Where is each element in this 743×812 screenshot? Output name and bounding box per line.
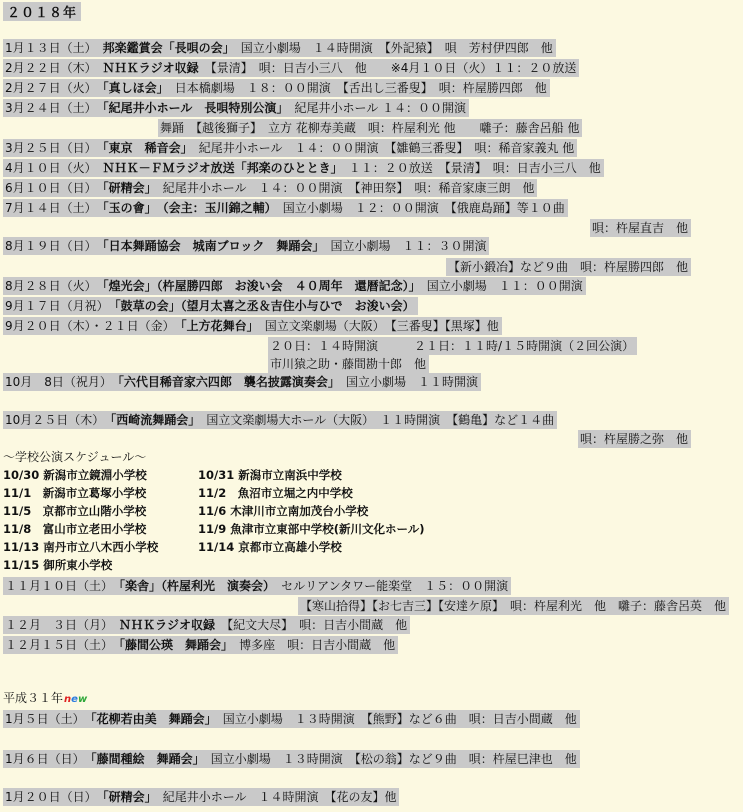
entry-title: 「西崎流舞踊会」 <box>110 413 195 427</box>
entry-date: 8月２８日（火） <box>5 279 91 293</box>
entry-date: 9月２０日（木）・２１日（金） <box>5 319 169 333</box>
entry-date: 1月５日（土） <box>5 712 79 726</box>
entry-detail: 【景清】 唄：日吉小三八 他 ※4月１０日（火）１１：２０放送 <box>210 61 577 75</box>
heisei-heading <box>3 690 87 707</box>
entry-title: 「花柳若由美 舞踊会」 <box>90 712 211 726</box>
entry-detail: 紀尾井小ホール １４：００開演 <box>294 101 467 115</box>
entry-detail: 国立小劇場 １４時開演 【外記猿】 唄 芳村伊四郎 他 <box>240 41 553 55</box>
school-row-left: 11/8 富山市立老田小学校 <box>3 522 147 536</box>
entry-date: 2月２２日（木） <box>5 61 91 75</box>
year-heading: ２０１８年 <box>3 2 81 21</box>
schedule-entry <box>3 750 580 768</box>
entry-detail: 国立文楽劇場大ホール（大阪） １１時開演 【鶴亀】など１４曲 <box>206 413 555 427</box>
schedule-entry <box>3 373 481 391</box>
entry-date: １２月１５日（土） <box>5 638 108 652</box>
school-row-left: 11/5 京都市立山階小学校 <box>3 504 147 518</box>
entry-date: 1月２０日（日） <box>5 790 91 804</box>
school-row-left: 11/13 南丹市立八木西小学校 <box>3 540 159 554</box>
entry-continuation <box>268 337 637 355</box>
entry-title: 「六代目稀音家六四郎 襲名披露演奏会」 <box>117 375 334 389</box>
schedule-entry <box>3 577 511 595</box>
schedule-entry <box>3 159 604 177</box>
schedule-entry <box>3 139 577 157</box>
entry-detail: 日本橋劇場 １８：００開演 【舌出し三番叟】 唄：杵屋勝四郎 他 <box>174 81 547 95</box>
entry-detail: セルリアンタワー能楽堂 １５：００開演 <box>281 579 509 593</box>
entry-detail: 国立小劇場 １１：３０開演 <box>330 239 487 253</box>
entry-title: 「藤間種絵 舞踊会」 <box>90 752 199 766</box>
entry-date: 8月１９日（日） <box>5 239 91 253</box>
entry-title: 「研精会」 <box>102 790 151 804</box>
school-row-right: 10/31 新潟市立南浜中学校 <box>198 468 342 482</box>
school-row-left: 11/15 御所東小学校 <box>3 558 113 572</box>
school-row-right: 11/2 魚沼市立堀之内中学校 <box>198 486 353 500</box>
entry-date: 1月６日（日） <box>5 752 79 766</box>
kamigata-day1: ２０日：１４時開演 <box>270 339 379 353</box>
entry-detail: 国立小劇場 １１時開演 <box>345 375 478 389</box>
entry-date: 10月２５日（木） <box>5 413 99 427</box>
entry-date: １１月１０日（土） <box>5 579 108 593</box>
entry-title: 「紀尾井小ホール 長唄特別公演」 <box>102 101 283 115</box>
entry-continuation: 唄：杵屋直吉 他 <box>590 219 691 237</box>
entry-detail: 国立小劇場 １２：００開演 【俄鹿島踊】等１０曲 <box>282 201 565 215</box>
school-row-right: 11/6 木津川市立南加茂台小学校 <box>198 504 369 518</box>
schedule-entry <box>3 59 579 77</box>
schedule-entry <box>3 237 489 255</box>
entry-title: ＮＨＫラジオ収録 <box>102 61 199 75</box>
entry-title: 「日本舞踊協会 城南ブロック 舞踊会」 <box>102 239 319 253</box>
kamigata-day2: ２１日：１１時/１５時開演（２回公演） <box>414 339 635 353</box>
entry-detail: 紀尾井小ホール １４時開演 【花の友】他 <box>162 790 397 804</box>
entry-detail: 国立小劇場 １３時開演 【松の翁】など９曲 唄：杵屋巳津也 他 <box>210 752 577 766</box>
schedule-entry <box>3 277 586 295</box>
schedule-entry <box>3 297 418 315</box>
entry-title: 「藤間公瑛 舞踊会」 <box>119 638 228 652</box>
entry-continuation: 市川猿之助・藤間勘十郎 他 <box>268 355 429 373</box>
heisei-year: 平成３１年 <box>3 691 64 705</box>
entry-continuation: 舞踊 【越後獅子】 立方 花柳寿美蔵 唄：杵屋利光 他 囃子：藤舎呂船 他 <box>158 119 582 137</box>
entry-title: 「煌光会」（杵屋勝四郎 お浚い会 ４０周年 還暦記念）」 <box>102 279 415 293</box>
schedule-entry <box>3 788 399 806</box>
entry-title: 「研精会」 <box>102 181 151 195</box>
schedule-entry <box>3 636 398 654</box>
entry-detail: 紀尾井小ホール １４：００開演 【神田祭】 唄：稀音家康三朗 他 <box>162 181 535 195</box>
school-row-left: 11/1 新潟市立葛塚小学校 <box>3 486 147 500</box>
school-row-right: 11/14 京都市立高雄小学校 <box>198 540 342 554</box>
entry-detail: 紀尾井小ホール １４：００開演 【雛鶴三番叟】 唄：稀音家義丸 他 <box>198 141 575 155</box>
entry-detail: 博多座 唄：日吉小間蔵 他 <box>239 638 396 652</box>
entry-date: 10月 8日（祝月） <box>5 375 106 389</box>
school-row-left: 10/30 新潟市立鏡淵小学校 <box>3 468 147 482</box>
entry-detail: １１：２０放送 【景清】 唄：日吉小三八 他 <box>348 161 601 175</box>
entry-title: 「鼓草の会」（望月太喜之丞＆吉住小与ひで お浚い会） <box>114 299 415 313</box>
entry-date: 3月２４日（土） <box>5 101 91 115</box>
schedule-entry <box>3 79 550 97</box>
entry-date: 7月１４日（土） <box>5 201 91 215</box>
entry-title: 「真しほ会」 <box>102 81 163 95</box>
entry-date: 3月２５日（日） <box>5 141 91 155</box>
entry-title: 邦楽鑑賞会「長唄の会」 <box>102 41 229 55</box>
entry-continuation: 【寒山拾得】【お七吉三】【安達ケ原】 唄：杵屋利光 他 囃子：藤舎呂英 他 <box>298 597 729 615</box>
entry-title: 「楽舎」（杵屋利光 演奏会） <box>119 579 270 593</box>
entry-detail: 国立小劇場 １１：００開演 <box>426 279 583 293</box>
entry-title: 「玉の會」 （会主：玉川錦之輔） <box>102 201 271 215</box>
schedule-entry <box>3 317 502 335</box>
entry-title: ＮＨＫ－ＦＭラジオ放送「邦楽のひととき」 <box>102 161 337 175</box>
school-heading: ～学校公演スケジュール～ <box>3 450 147 464</box>
entry-date: 4月１０日（火） <box>5 161 91 175</box>
schedule-entry <box>3 99 469 117</box>
entry-date: 6月１０日（日） <box>5 181 91 195</box>
entry-detail: 国立文楽劇場（大阪） 【三番叟】【黒塚】他 <box>264 319 499 333</box>
entry-continuation: 唄：杵屋勝之弥 他 <box>578 430 691 448</box>
schedule-entry <box>3 411 557 429</box>
entry-detail: 国立小劇場 １３時開演 【熊野】など６曲 唄：日吉小間蔵 他 <box>222 712 577 726</box>
schedule-entry <box>3 39 556 57</box>
entry-date: 1月１３日（土） <box>5 41 91 55</box>
entry-title: 「東京 稀音会」 <box>102 141 187 155</box>
entry-detail: 【紀文大尽】 唄：日吉小間蔵 他 <box>227 618 408 632</box>
schedule-entry <box>3 710 580 728</box>
schedule-entry <box>3 179 537 197</box>
entry-date: 9月１７日（月祝） <box>5 299 103 313</box>
entry-continuation: 【新小鍛冶】など９曲 唄：杵屋勝四郎 他 <box>446 258 691 276</box>
entry-date: 2月２７日（火） <box>5 81 91 95</box>
entry-title: 「上方花舞台」 <box>180 319 253 333</box>
schedule-entry <box>3 616 410 634</box>
new-badge-icon: new <box>64 694 88 705</box>
school-row-right: 11/9 魚津市立東部中学校(新川文化ホール) <box>198 522 425 536</box>
schedule-entry <box>3 199 568 217</box>
entry-date: １２月 ３日（月） <box>5 618 108 632</box>
entry-title: ＮＨＫラジオ収録 <box>119 618 216 632</box>
